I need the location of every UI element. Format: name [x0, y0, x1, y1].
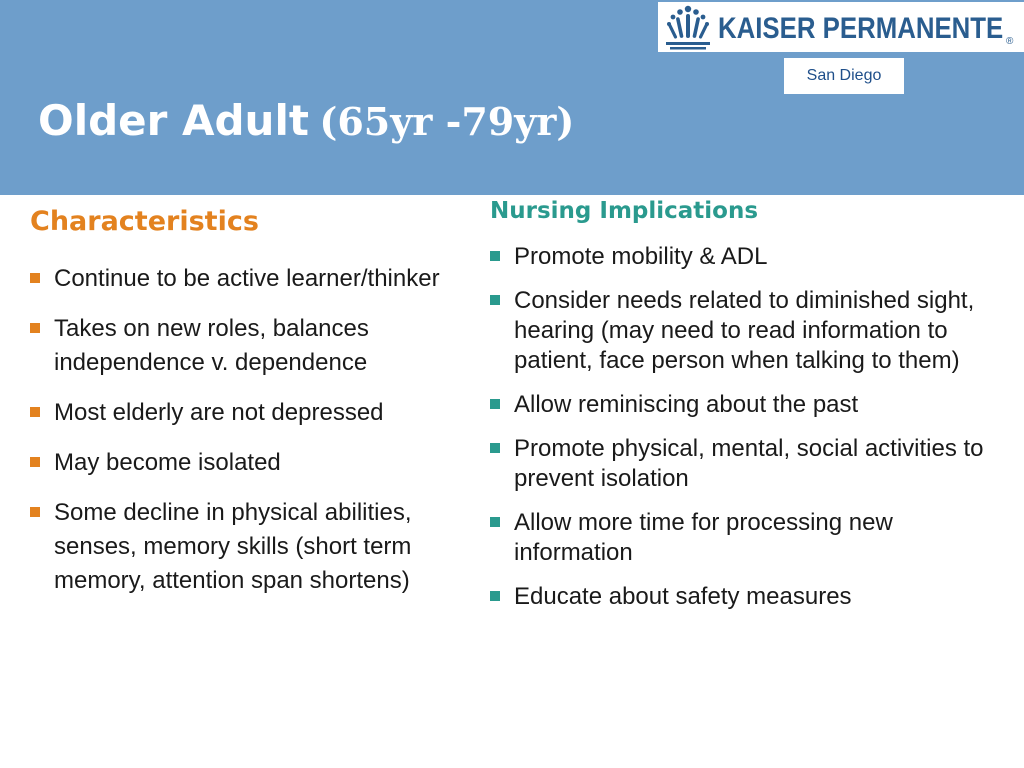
registered-mark: ® [1006, 36, 1014, 47]
list-item-text: Promote physical, mental, social activities to prevent isolation [514, 435, 984, 492]
kaiser-permanente-logo [658, 2, 1024, 52]
list-item [490, 286, 1010, 376]
list-item-text: Allow more time for processing new information [514, 509, 893, 566]
list-item-text: Promote mobility & ADL [514, 243, 768, 270]
list-item [30, 262, 460, 296]
list-item [30, 446, 460, 480]
list-item-text: Educate about safety measures [514, 583, 852, 610]
list-item-text: Allow reminiscing about the past [514, 391, 859, 418]
list-item [490, 242, 1010, 272]
region-badge: San Diego [784, 58, 904, 94]
list-item-text: Takes on new roles, balances independence v. dependence [54, 315, 369, 376]
square-bullet-icon [30, 407, 40, 417]
slide-title [38, 96, 574, 145]
people-logo-icon [666, 4, 710, 50]
list-item [30, 496, 460, 598]
list-item [490, 582, 1010, 612]
square-bullet-icon [490, 443, 500, 453]
list-item [30, 312, 460, 380]
characteristics-list [30, 262, 460, 614]
list-item-text: Most elderly are not depressed [54, 399, 384, 426]
list-item [490, 434, 1010, 494]
square-bullet-icon [490, 251, 500, 261]
square-bullet-icon [30, 273, 40, 283]
slide-title-age-range: (65yr -79yr) [319, 99, 575, 144]
list-item-text: Consider needs related to diminished sight, hearing (may need to read information to patient, face person when talking to them) [514, 287, 975, 374]
characteristics-heading: Characteristics [30, 206, 259, 237]
list-item-text: May become isolated [54, 449, 281, 476]
square-bullet-icon [490, 517, 500, 527]
list-item [30, 396, 460, 430]
list-item-text: Continue to be active learner/thinker [54, 265, 440, 292]
nursing-implications-heading: Nursing Implications [490, 198, 759, 224]
square-bullet-icon [30, 323, 40, 333]
logo-wordmark: KAISER PERMANENTE [718, 12, 1004, 45]
nursing-implications-list [490, 242, 1010, 626]
list-item [490, 508, 1010, 568]
list-item [490, 390, 1010, 420]
square-bullet-icon [30, 457, 40, 467]
square-bullet-icon [30, 507, 40, 517]
square-bullet-icon [490, 295, 500, 305]
slide-title-main: Older Adult [38, 96, 309, 145]
list-item-text: Some decline in physical abilities, senses, memory skills (short term memory, attention span shortens) [54, 499, 412, 594]
square-bullet-icon [490, 399, 500, 409]
square-bullet-icon [490, 591, 500, 601]
